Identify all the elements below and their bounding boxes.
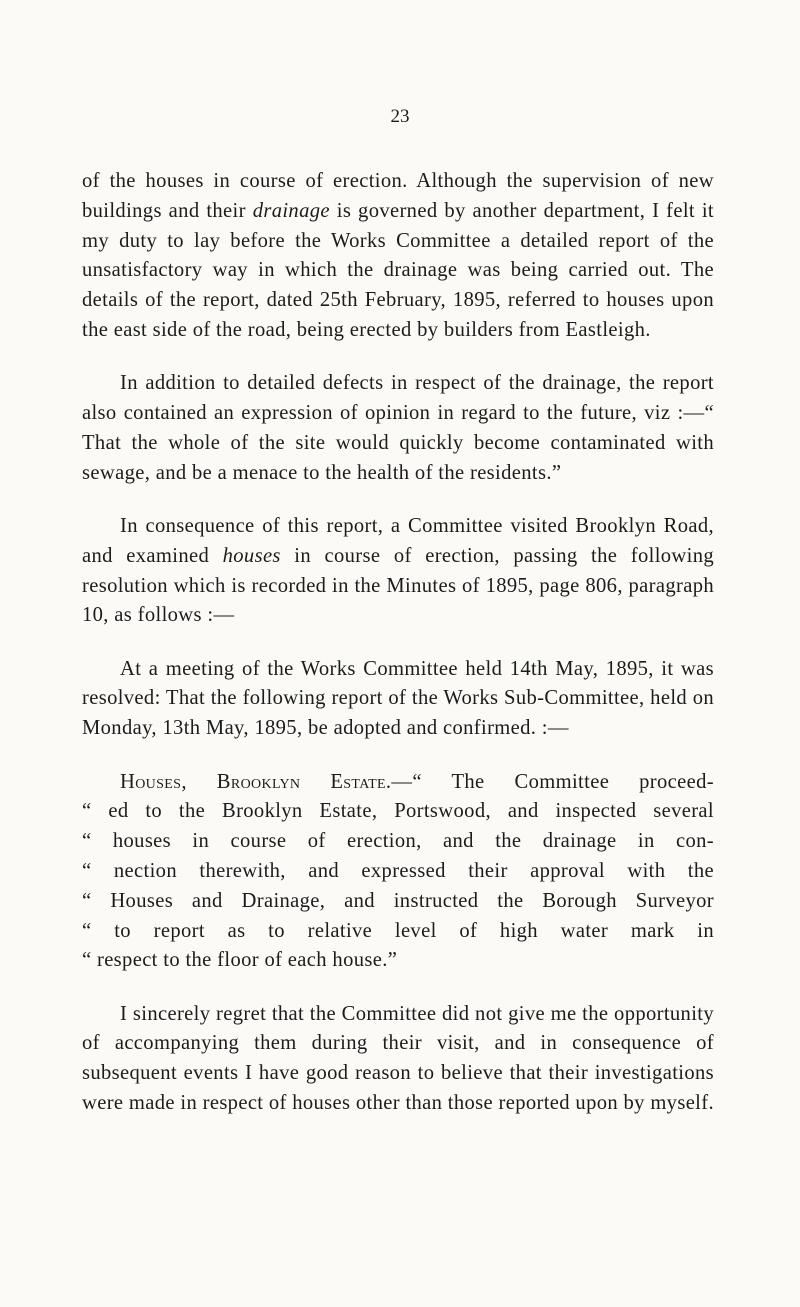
emphasis-drainage: drainage: [252, 199, 330, 222]
quote-line-text: —“ The Committee proceed-: [391, 770, 714, 793]
paragraph-text: is governed by another department, I felt it my duty to lay before the Works Committee a detailed report of the unsatisfactory way in which the drainage was being carried out. The details of the report, dated 25th February, 1895, referred to houses upon the east side of the road, being erected by builders from Eastleigh.: [82, 199, 714, 341]
quote-line: “ ed to the Brooklyn Estate, Portswood, and inspected several: [82, 800, 714, 823]
body-text: [82, 167, 714, 1119]
quote-line: [82, 768, 714, 798]
quote-line: “ to report as to relative level of high water mark in: [82, 919, 714, 942]
quote-line: “ respect to the floor of each house.”: [82, 949, 398, 972]
page-number: 23: [390, 106, 410, 127]
paragraph-brooklyn-estate-quote: [82, 768, 714, 977]
quote-line: “ nection therewith, and expressed their approval with the: [82, 859, 714, 882]
paragraph-text: of the houses in course of erection. Although the supervision of new buildings and their: [82, 170, 714, 222]
paragraph-committee-visit: [82, 512, 714, 631]
paragraph-drainage-supervision: [82, 167, 714, 346]
quote-heading: Houses, Brooklyn Estate.: [120, 770, 392, 793]
emphasis-houses: houses: [222, 544, 281, 567]
quote-line: “ houses in course of erection, and the drainage in con-: [82, 830, 714, 853]
quote-line: “ Houses and Drainage, and instructed the Borough Surveyor: [82, 889, 714, 912]
paragraph-text: in course of erection, passing the following resolution which is recorded in the Minutes of 1895, page 806, paragraph 10, as follows :—: [82, 544, 714, 627]
paragraph-regret: I sincerely regret that the Committee did not give me the opportunity of accompanying them during their visit, and in consequence of subsequent events I have good reason to believe that their investigations were made in respect of houses other than those reported upon by myself.: [82, 1002, 714, 1115]
paragraph-text: In consequence of this report, a Committee visited Brooklyn Road, and examined: [82, 514, 714, 567]
paragraph-meeting-resolution: At a meeting of the Works Committee held 14th May, 1895, it was resolved: That the following report of the Works Sub-Committee, held on Monday, 13th May, 1895, be adopted and confirmed. :—: [82, 657, 714, 740]
paragraph-report-opinion: In addition to detailed defects in respect of the drainage, the report also contained an expression of opinion in regard to the future, viz :—“ That the whole of the site would quickly become contaminated with sewage, and be a menace to the health of the residents.”: [82, 372, 714, 484]
